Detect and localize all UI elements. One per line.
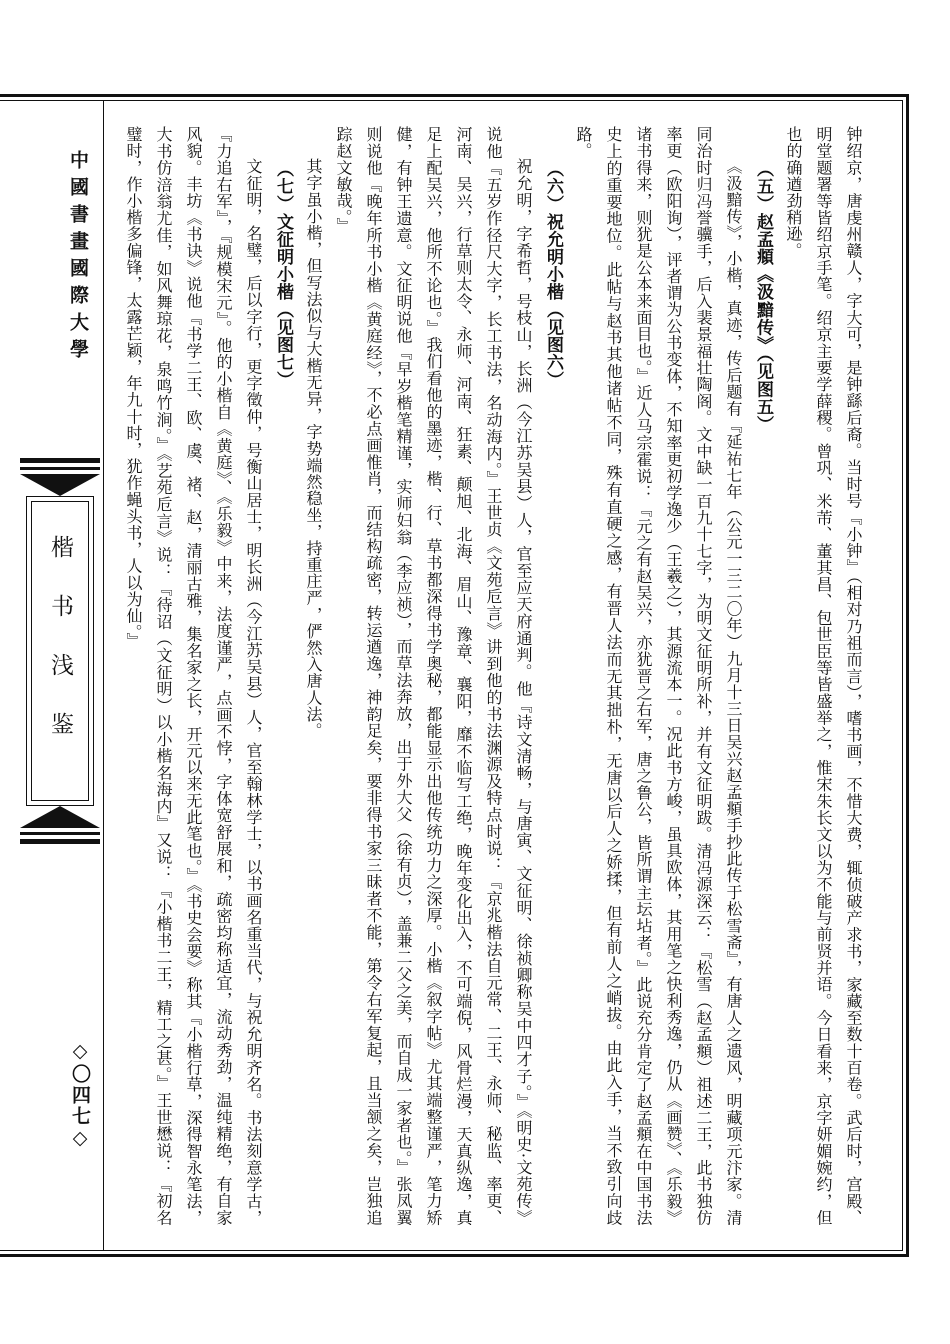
plaque-ornament <box>20 467 100 470</box>
paragraph: 其字虽小楷，但写法似与大楷无异，字势端然稳坐，持重庄严，俨然入唐人法。 <box>304 158 323 739</box>
page-number: ◇〇四七◇ <box>69 1040 91 1151</box>
sidebar-divider <box>103 101 104 1250</box>
book-title-plaque <box>18 458 102 844</box>
book-title: 楷书浅鉴 <box>47 535 73 771</box>
section-heading: （五）赵孟頫《汲黯传》（见图五） <box>753 160 773 434</box>
institution-name: 中國書畫國際大學 <box>67 150 89 366</box>
paragraph: 文征明，名璧，后以字行，更字徵仲，号衡山居士，明长洲（今江苏吴县）人，官至翰林学士，以书画名重当代，与祝允明齐名。书法刻意学古，『力追右军』，『规模宋元』。他的小楷自《黄庭》、《乐毅》中来，法度谨严，点画不悖，字体宽舒展和，疏密均称适宜，流动秀劲，温纯精绝，有自家风貌。丰坊《书诀》说他『书学二王、欧、虞、褚、赵，清丽古雅，集名家之长，开元以来无此笔也。』《书史会要》称其『小楷行草，深得智永笔法，大书仿涪翁尤佳，如风舞琼花，泉鸣竹涧。』《艺苑卮言》说：『待诏（文征明）以小楷名海内』又说：『小楷书二王，精工之甚。』王世懋说：『初名璧时，作小楷多偏锋，太露芒颖，年九十时，犹作蝇头书，人以为仙。』 <box>124 126 263 1226</box>
main-text-column <box>124 126 868 1226</box>
plaque-ornament <box>20 806 100 828</box>
plaque-ornament <box>20 474 100 496</box>
section-heading: （七）文征明小楷（见图七） <box>273 160 293 389</box>
paragraph: 祝允明，字希哲，号枝山，长洲（今江苏吴县）人，官至应天府通判。他『诗文清畅，与唐寅、文征明、徐祯卿称吴中四才子。』《明史·文苑传》说他『五岁作径尺大字，长工书法，名动海内。』王世贞《文苑卮言》讲到他的书法渊源及特点时说：『京兆楷法自元常、二王、永师、秘监、率更、河南、吴兴，行草则太令、永师、河南、狂素、颠旭、北海、眉山、豫章、襄阳，靡不临写工绝，晚年变化出入，不可端倪，风骨烂漫，天真纵逸，真足上配吴兴，他所不论也。』我们看他的墨迹，楷、行、草书都深得书学奥秘，都能显示出他传统功力之深厚。小楷《叙字帖》尤其端整谨严，笔力矫健，有钟王遗意。文征明说他『早岁楷笔精谨，实师妇翁（李应祯），而草法奔放，出于外大父（徐有贞），盖兼二父之美，而自成一家者也。』张凤翼则说他『晚年所书小楷《黄庭经》，不必点画惟肖，而结构疏密，转运遒逸，神韵足矣，要非得书家三昧者不能，第令右军复起，且当颔之矣，岂独追踪赵文敏哉。』 <box>334 126 533 1226</box>
plaque-ornament <box>20 832 100 835</box>
plaque-ornament <box>20 458 100 463</box>
paragraph: 钟绍京，唐虔州赣人，字大可，是钟繇后裔。当时号『小钟』（相对乃祖而言），嗜书画，不惜大费，辄侦破产求书，家藏至数十百卷。武后时，宫殿、明堂题署等皆绍京手笔。绍京主要学薛稷。曾巩、米芾、董其昌、包世臣等皆盛举之，惟宋朱长文以为不能与前贤并语。今日看来，京字妍媚婉约，但也的确遒劲稍逊。 <box>784 126 863 1226</box>
plaque-ornament <box>20 839 100 844</box>
paragraph: 《汲黯传》，小楷，真迹，传后题有『延祐七年（公元一三二〇年）九月十三日吴兴赵孟頫手抄此传于松雪斋』，有唐人之遗风，明藏项元汴家。清同治时归冯誉骥手，后入裴景福壮陶阁。文中缺一百九十七字，为明文征明所补，并有文征明跋。清冯源深云：『松雪（赵孟頫）祖述二王，此书独仿率更（欧阳询），评者谓为公书变体，不知率更初学逸少（王羲之），其源流本一。况此书方峻，虽具欧体，其用笔之快利秀逸，仍从《画赞》、《乐毅》诸书得来，则犹是公本来面目也。』近人马宗霍说：『元之有赵吴兴，亦犹晋之右军，唐之鲁公，皆所谓主坛坫者。』此说充分肯定了赵孟頫在中国书法史上的重要地位。此帖与赵书其他诸帖不同，殊有直硬之感，有晋人法而无其拙朴，无唐以后人之娇揉，但有前人之峭拔。由此入手，当不致引向歧路。 <box>574 126 743 1226</box>
section-heading: （六）祝允明小楷（见图六） <box>543 160 563 389</box>
